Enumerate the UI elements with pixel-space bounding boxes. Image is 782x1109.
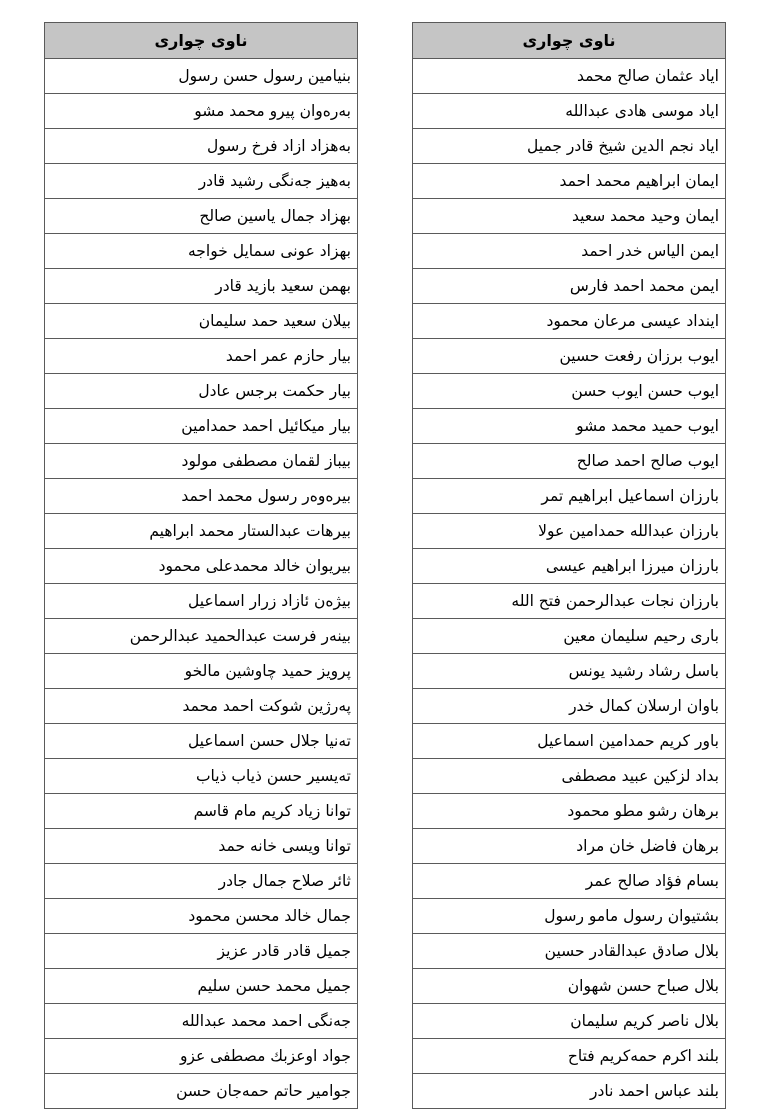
table-row <box>413 409 726 444</box>
table-row <box>45 654 358 689</box>
table-row <box>413 164 726 199</box>
table-row <box>413 689 726 724</box>
table-row <box>45 969 358 1004</box>
table-row <box>413 234 726 269</box>
table-row <box>45 164 358 199</box>
name-cell: بارزان میرزا ابراهیم عیسی <box>413 549 726 584</box>
name-cell: ایمن الیاس خدر احمد <box>413 234 726 269</box>
table-row <box>413 864 726 899</box>
table-row <box>45 724 358 759</box>
name-cell: بهزاد جمال یاسین صالح <box>45 199 358 234</box>
table-row <box>45 1004 358 1039</box>
name-cell: بشتیوان رسول مامو رسول <box>413 899 726 934</box>
name-cell: باسل رشاد رشید یونس <box>413 654 726 689</box>
name-cell: بلال ناصر کریم سلیمان <box>413 1004 726 1039</box>
table-row <box>45 479 358 514</box>
name-cell: بەهزاد ازاد فرخ رسول <box>45 129 358 164</box>
table-row <box>413 1074 726 1109</box>
table-row <box>413 514 726 549</box>
table-row <box>413 129 726 164</box>
name-cell: بیرەوەر رسول محمد احمد <box>45 479 358 514</box>
table-row <box>45 829 358 864</box>
table-row <box>45 339 358 374</box>
name-cell: ایمان ابراهیم محمد احمد <box>413 164 726 199</box>
name-cell: بلال صادق عبدالقادر حسین <box>413 934 726 969</box>
table-row <box>45 129 358 164</box>
table-body-left <box>45 59 358 1109</box>
name-cell: ایوب حمید محمد مشو <box>413 409 726 444</box>
name-cell: بیرهات عبدالستار محمد ابراهیم <box>45 514 358 549</box>
column-header-name: ناوی چواری <box>45 23 358 59</box>
name-cell: ایاد موسی هادی عبداللە <box>413 94 726 129</box>
table-row <box>45 619 358 654</box>
name-cell: بهمن سعید بازید قادر <box>45 269 358 304</box>
table-row <box>413 759 726 794</box>
table-row <box>45 444 358 479</box>
name-cell: بهزاد عونی سمایل خواجە <box>45 234 358 269</box>
table-row <box>45 794 358 829</box>
name-cell: بارزان اسماعیل ابراهیم تمر <box>413 479 726 514</box>
table-row <box>45 689 358 724</box>
name-cell: بەهیز جەنگی رشید قادر <box>45 164 358 199</box>
name-cell: ایوب صالح احمد صالح <box>413 444 726 479</box>
table-row <box>413 724 726 759</box>
name-cell: توانا ویسی خانە حمد <box>45 829 358 864</box>
name-cell: بەرەوان پیرو محمد مشو <box>45 94 358 129</box>
name-cell: پەرژین شوکت احمد محمد <box>45 689 358 724</box>
table-row <box>45 584 358 619</box>
name-cell: ایمان وحید محمد سعید <box>413 199 726 234</box>
header-row <box>413 23 726 59</box>
name-cell: باوان ارسلان کمال خدر <box>413 689 726 724</box>
table-row <box>45 1039 358 1074</box>
table-row <box>413 584 726 619</box>
table-row <box>45 199 358 234</box>
table-row <box>45 514 358 549</box>
name-cell: بلند اکرم حمەکریم فتاح <box>413 1039 726 1074</box>
name-cell: ثائر صلاح جمال جادر <box>45 864 358 899</box>
table-row <box>413 619 726 654</box>
name-cell: برهان رشو مطو محمود <box>413 794 726 829</box>
name-cell: بیریوان خالد محمدعلی محمود <box>45 549 358 584</box>
table-row <box>45 269 358 304</box>
tables-container <box>0 22 782 1109</box>
name-cell: تەیسیر حسن ذیاب ذیاب <box>45 759 358 794</box>
name-cell: بلند عباس احمد نادر <box>413 1074 726 1109</box>
name-cell: بنیامین رسول حسن رسول <box>45 59 358 94</box>
table-row <box>45 934 358 969</box>
name-cell: بیار میکائیل احمد حمدامین <box>45 409 358 444</box>
name-cell: ایوب حسن ایوب حسن <box>413 374 726 409</box>
table-row <box>413 934 726 969</box>
column-header-name: ناوی چواری <box>413 23 726 59</box>
table-row <box>413 969 726 1004</box>
name-cell: تەنیا جلال حسن اسماعیل <box>45 724 358 759</box>
name-cell: جمیل قادر قادر عزیز <box>45 934 358 969</box>
name-cell: باور کریم حمدامین اسماعیل <box>413 724 726 759</box>
table-row <box>413 444 726 479</box>
table-row <box>413 304 726 339</box>
name-cell: بیار حازم عمر احمد <box>45 339 358 374</box>
name-cell: ایاد عثمان صالح محمد <box>413 59 726 94</box>
name-cell: جمال خالد محسن محمود <box>45 899 358 934</box>
name-cell: پرویز حمید چاوشین مالخو <box>45 654 358 689</box>
table-head-left <box>45 23 358 59</box>
table-row <box>413 654 726 689</box>
table-row <box>413 269 726 304</box>
name-cell: جواد اوعزبك مصطفی عزو <box>45 1039 358 1074</box>
table-row <box>45 304 358 339</box>
table-row <box>45 899 358 934</box>
table-row <box>413 479 726 514</box>
table-row <box>413 794 726 829</box>
table-row <box>413 829 726 864</box>
name-cell: ایاد نجم الدین شیخ قادر جمیل <box>413 129 726 164</box>
name-cell: اینداد عیسی مرعان محمود <box>413 304 726 339</box>
name-cell: برهان فاضل خان مراد <box>413 829 726 864</box>
table-row <box>45 1074 358 1109</box>
names-table-right <box>412 22 726 1109</box>
name-cell: جمیل محمد حسن سلیم <box>45 969 358 1004</box>
name-cell: بیباز لقمان مصطفی مولود <box>45 444 358 479</box>
name-cell: بسام فؤاد صالح عمر <box>413 864 726 899</box>
name-cell: ایوب برزان رفعت حسین <box>413 339 726 374</box>
name-cell: بیار حکمت برجس عادل <box>45 374 358 409</box>
table-row <box>45 374 358 409</box>
name-cell: ایمن محمد احمد فارس <box>413 269 726 304</box>
header-row <box>45 23 358 59</box>
table-row <box>45 759 358 794</box>
table-row <box>45 409 358 444</box>
table-body-right <box>413 59 726 1109</box>
name-cell: بلال صباح حسن شهوان <box>413 969 726 1004</box>
table-row <box>45 234 358 269</box>
table-head-right <box>413 23 726 59</box>
name-cell: بداد لزکین عبید مصطفی <box>413 759 726 794</box>
table-row <box>45 549 358 584</box>
table-row <box>45 94 358 129</box>
table-row <box>413 59 726 94</box>
name-cell: بیلان سعید حمد سلیمان <box>45 304 358 339</box>
name-cell: بارزان عبداللە حمدامین عولا <box>413 514 726 549</box>
name-cell: باری رحیم سلیمان معین <box>413 619 726 654</box>
table-row <box>45 864 358 899</box>
table-row <box>413 199 726 234</box>
name-cell: بارزان نجات عبدالرحمن فتح اللە <box>413 584 726 619</box>
table-row <box>413 374 726 409</box>
table-row <box>413 339 726 374</box>
table-row <box>413 899 726 934</box>
name-cell: جەنگی احمد محمد عبداللە <box>45 1004 358 1039</box>
table-row <box>413 94 726 129</box>
name-cell: توانا زیاد کریم مام قاسم <box>45 794 358 829</box>
table-row <box>413 1039 726 1074</box>
name-cell: بینەر فرست عبدالحمید عبدالرحمن <box>45 619 358 654</box>
table-row <box>413 549 726 584</box>
table-row <box>45 59 358 94</box>
name-cell: بیژەن ئازاد زرار اسماعیل <box>45 584 358 619</box>
table-row <box>413 1004 726 1039</box>
names-table-left <box>44 22 358 1109</box>
name-cell: جوامیر حاتم حمەجان حسن <box>45 1074 358 1109</box>
